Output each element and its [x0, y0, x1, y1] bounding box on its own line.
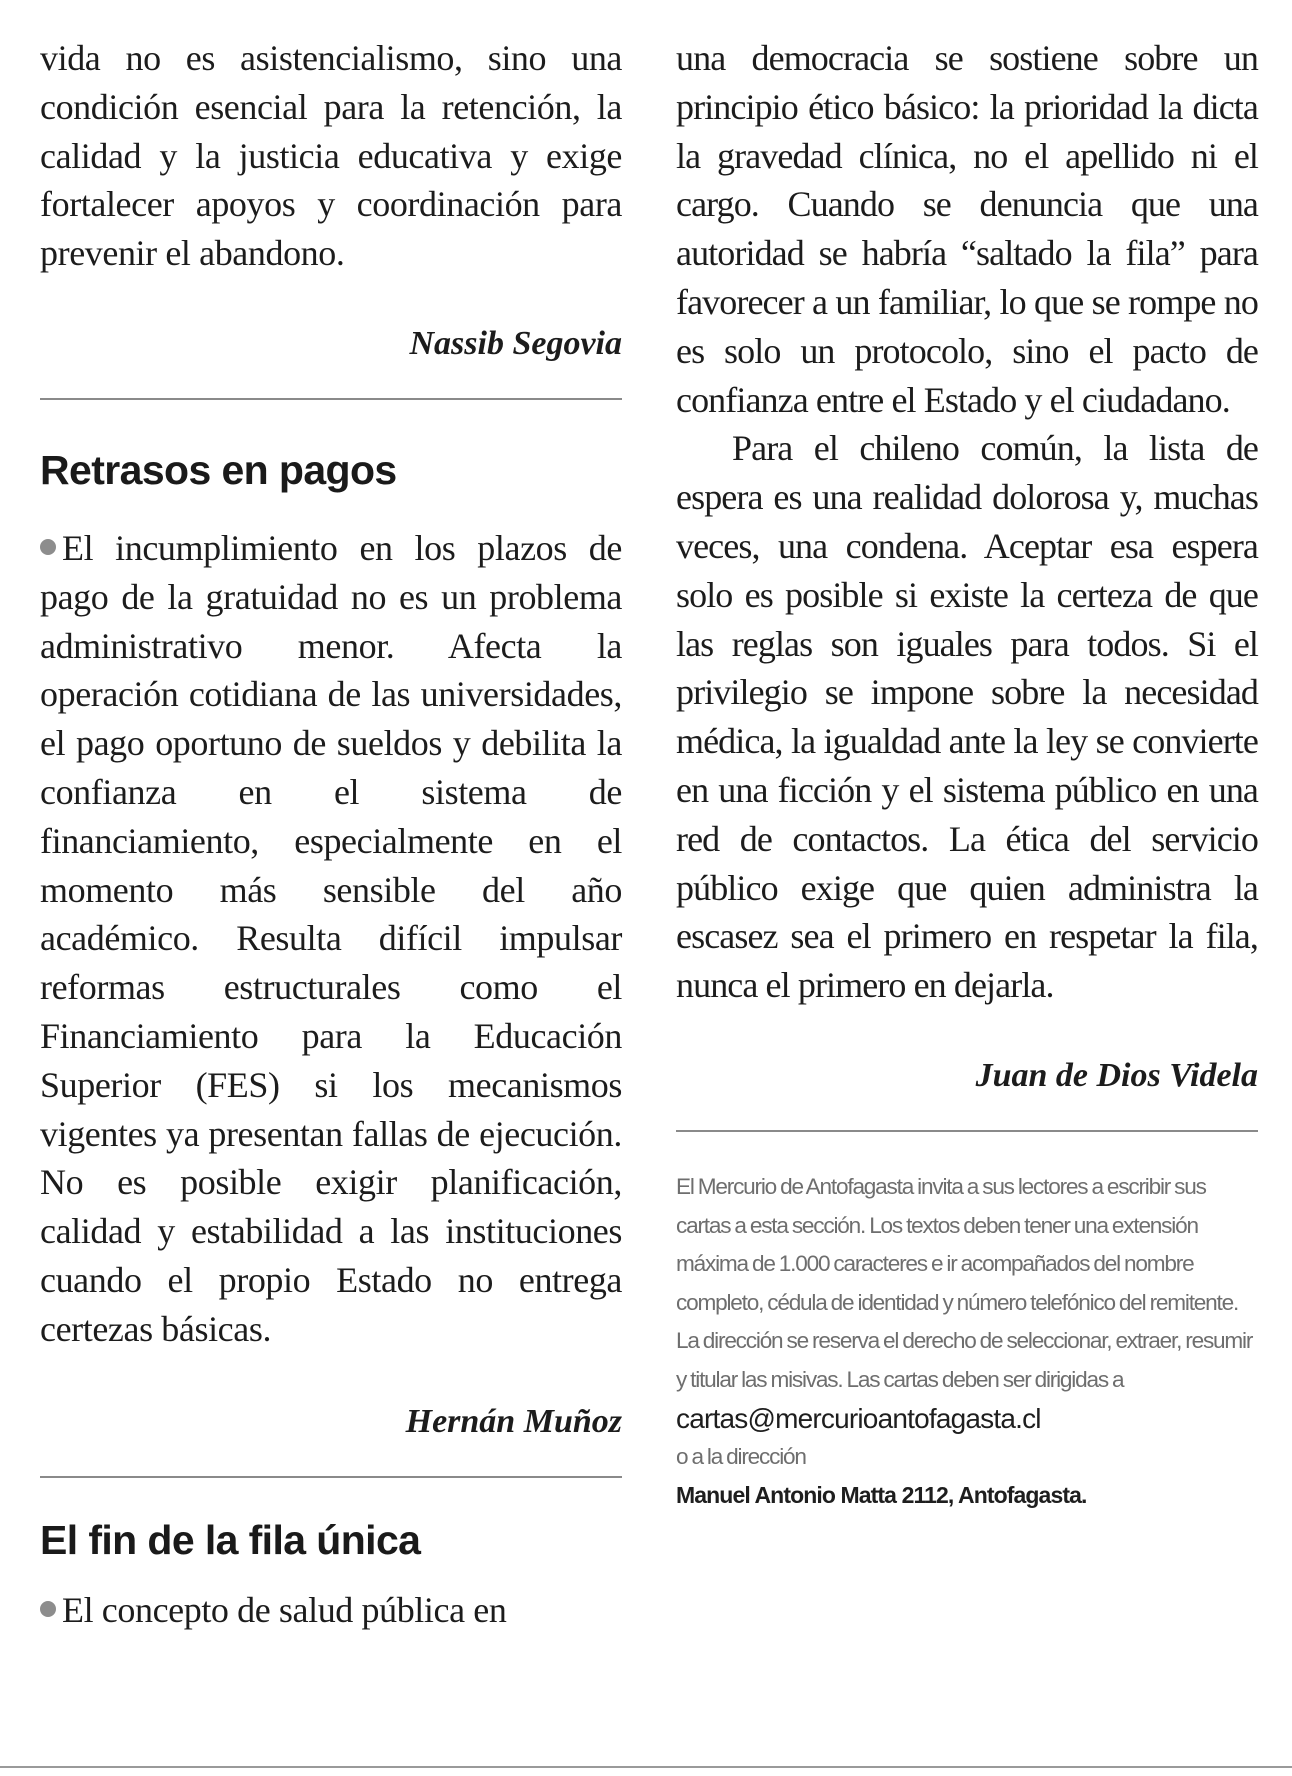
- left-column: [40, 34, 622, 1634]
- letter2-headline: Retrasos en pagos: [40, 446, 397, 493]
- divider-2: [40, 1476, 622, 1478]
- right-column: [676, 34, 1258, 1514]
- letter2-signature: Hernán Muñoz: [405, 1402, 622, 1440]
- bullet-icon: [40, 1601, 56, 1617]
- notice-email-link[interactable]: cartas@mercurioantofagasta.cl: [676, 1402, 1041, 1434]
- letter3-signature: Juan de Dios Videla: [975, 1056, 1258, 1094]
- notice-or-address: o a la dirección: [676, 1443, 806, 1469]
- letter2-body: [40, 524, 622, 1354]
- letter2-body-text: El incumplimiento en los plazos de pago de la gratuidad no es un problema administrativo menor. Afecta la operación cotidiana de las universidades, el pago oportuno de sueldos y debilita la confianza en el sistema de financiamiento, especialmente en el momento más sensible del año académico. Resulta difícil impulsar reformas estructurales como el Financiamiento para la Educación Superior (FES) si los mecanismos vigentes ya presentan fallas de ejecución. No es posible exigir planificación, calidad y estabilidad a las instituciones cuando el propio Estado no entrega certezas básicas.: [40, 527, 622, 1349]
- page-bottom-rule: [0, 1766, 1292, 1768]
- divider-1: [40, 398, 622, 400]
- notice-address: Manuel Antonio Matta 2112, Antofagasta.: [676, 1482, 1087, 1509]
- letter1-tail-text: vida no es asistencialismo, sino una condición esencial para la retención, la calidad y la justicia educativa y exige fortalecer apoyos y coordinación para prevenir el abandono.: [40, 38, 622, 274]
- bullet-icon: [40, 539, 56, 555]
- letter3-body-continued: una democracia se sostiene sobre un principio ético básico: la prioridad la dicta la gravedad clínica, no el apellido ni el cargo. Cuando se denuncia que una autoridad se habría “saltado la fila” para favorecer a un familiar, lo que se rompe no es solo un protocolo, sino el pacto de confianza entre el Estado y el ciudadano.: [676, 38, 1258, 420]
- letter1-signature: Nassib Segovia: [409, 324, 622, 362]
- letter3-body-start: [40, 1586, 622, 1635]
- letter3-body-start-text: El concepto de salud pública en: [62, 1589, 507, 1630]
- submission-notice: [676, 1168, 1258, 1514]
- notice-text: El Mercurio de Antofagasta invita a sus lectores a escribir sus cartas a esta sección. Los textos deben tener una extensión máxima de 1.000 caracteres e ir acompañados del nombre completo, cédula de identidad y número telefónico del remitente. La dirección se reserva el derecho de seleccionar, extraer, resumir y titular las misivas. Las cartas deben ser dirigidas a: [676, 1173, 1253, 1392]
- divider-3: [676, 1130, 1258, 1132]
- letter3-headline: El fin de la fila única: [40, 1516, 421, 1563]
- letter3-paragraph-2: Para el chileno común, la lista de espera es una realidad dolorosa y, muchas veces, una condena. Aceptar esa espera solo es posible si existe la certeza de que las reglas son iguales para todos. Si el privilegio se impone sobre la necesidad médica, la igualdad ante la ley se convierte en una ficción y el sistema público en una red de contactos. La ética del servicio público exige que quien administra la escasez sea el primero en respetar la fila, nunca el primero en dejarla.: [676, 428, 1258, 1006]
